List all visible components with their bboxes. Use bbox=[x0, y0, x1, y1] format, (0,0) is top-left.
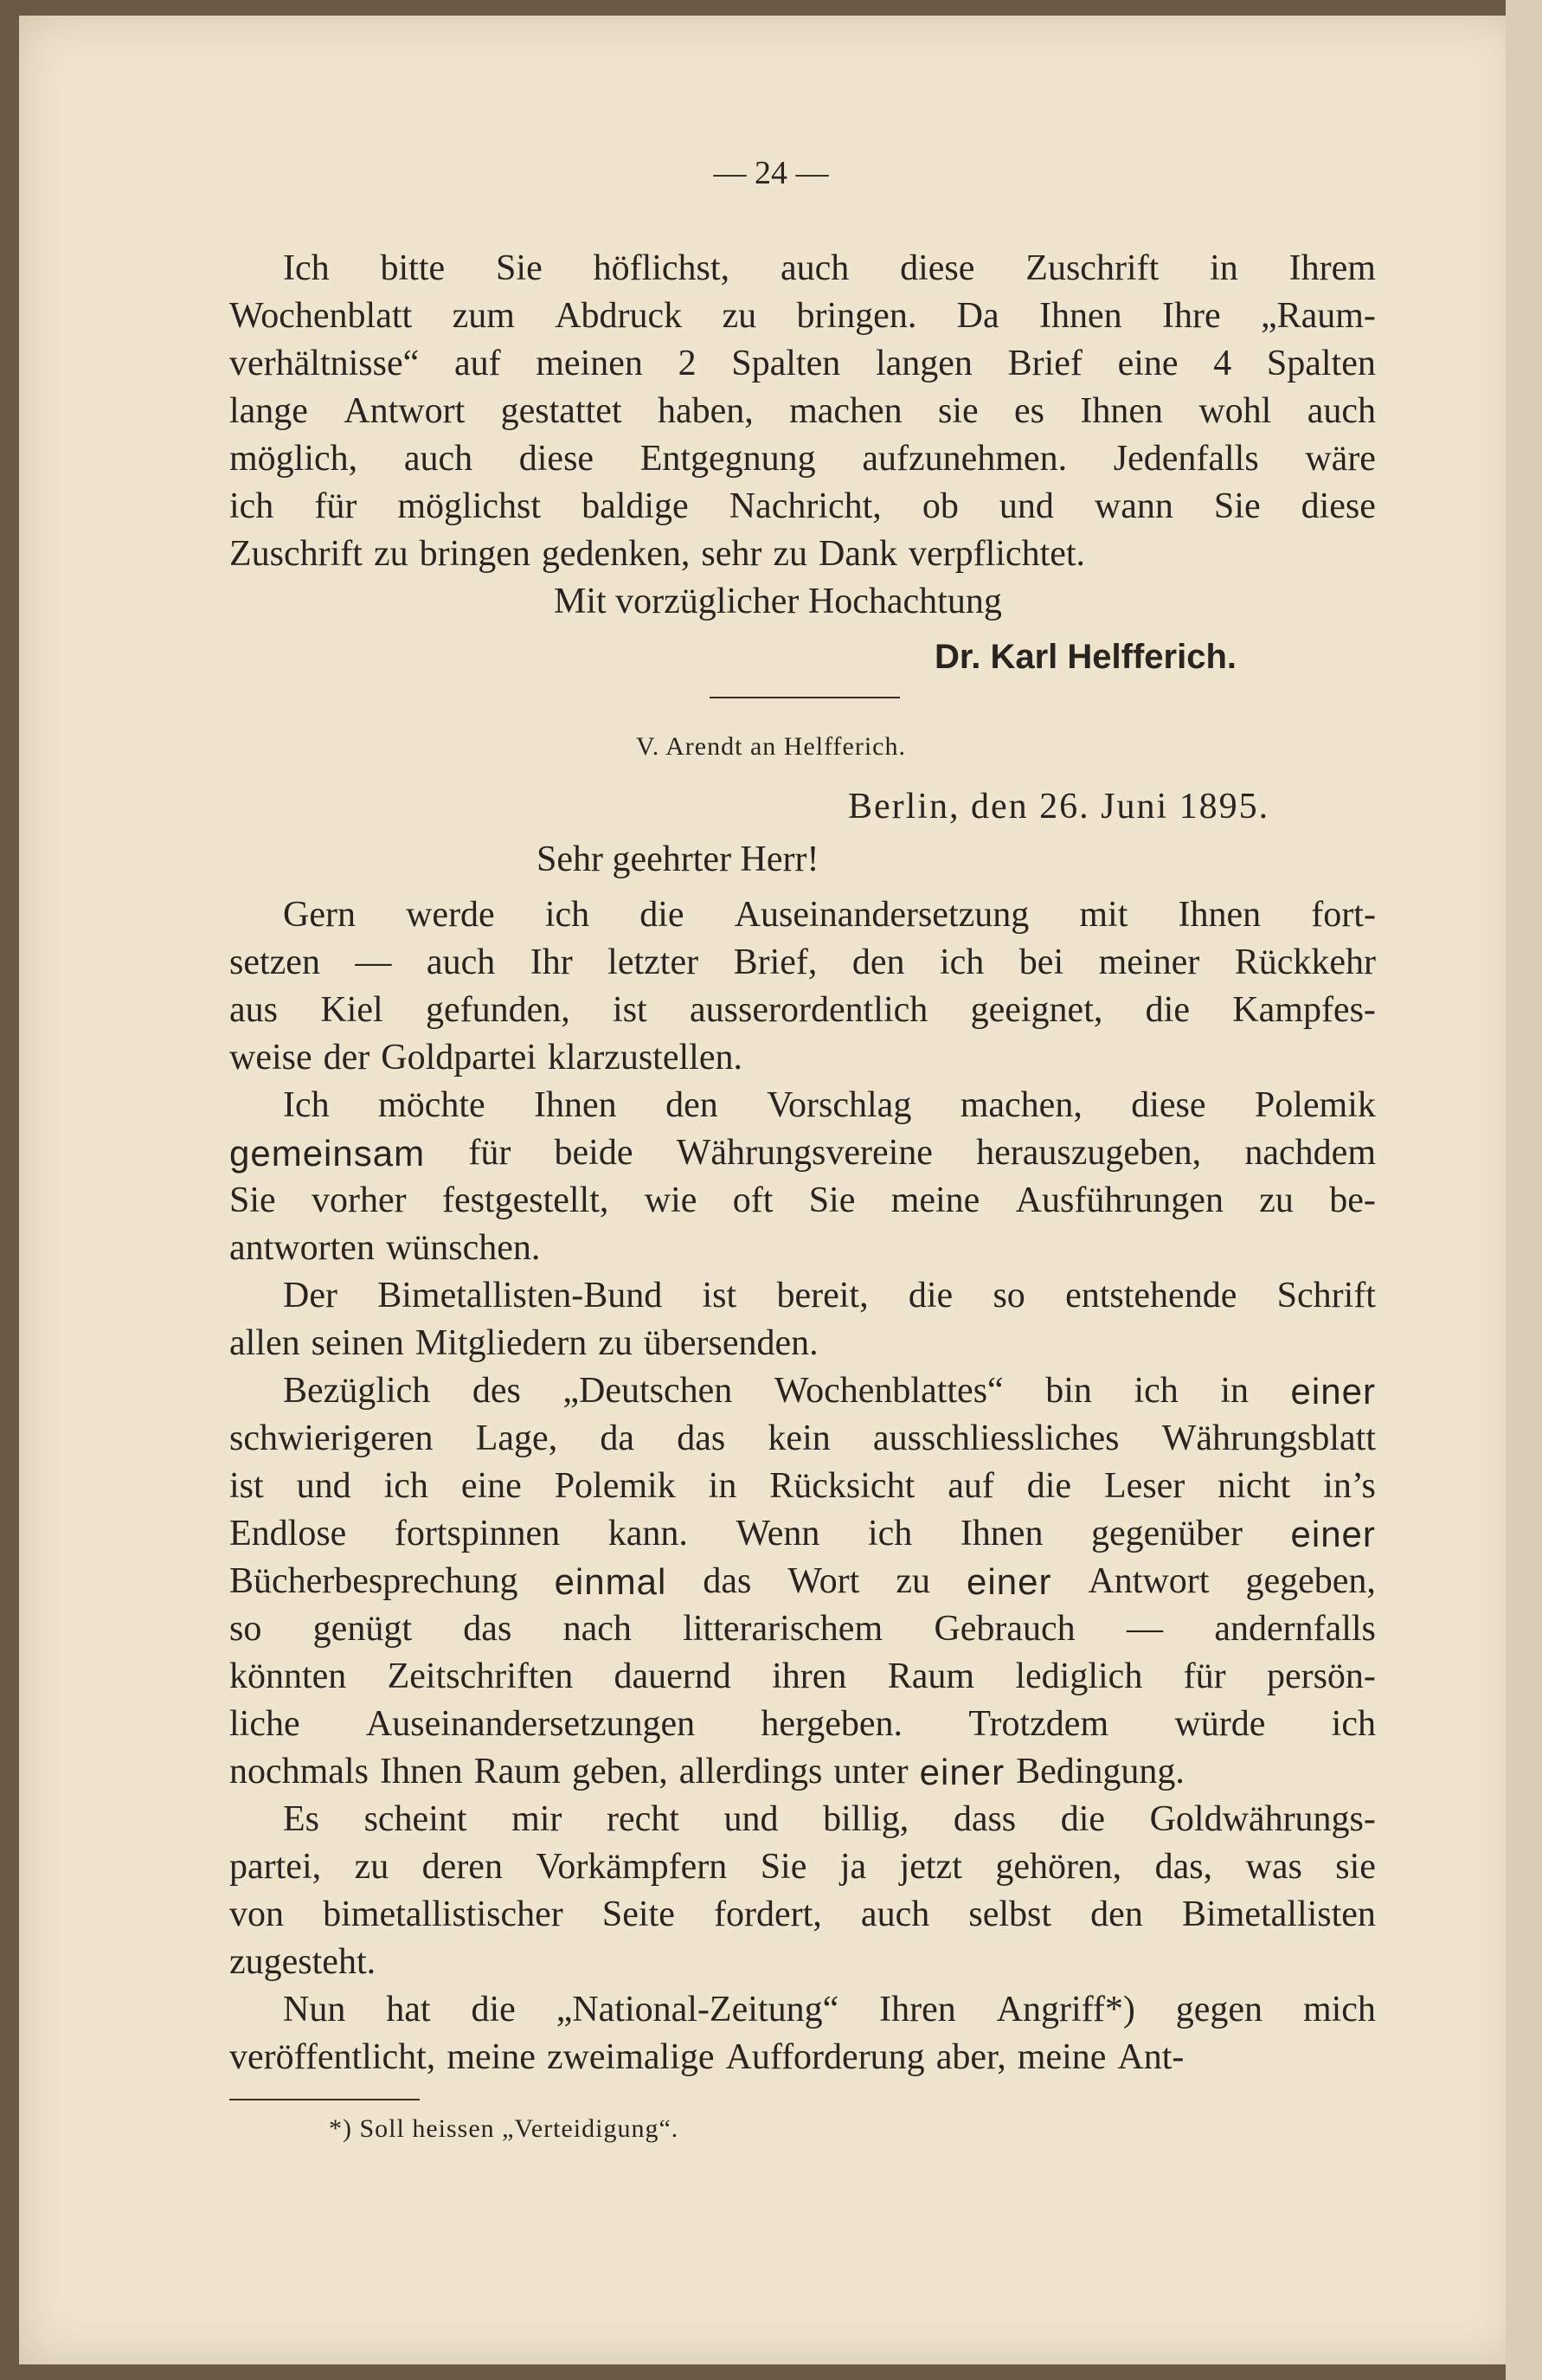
word: Antwort bbox=[1088, 1561, 1210, 1601]
section-heading: V. Arendt an Helfferich. bbox=[636, 732, 906, 761]
word: sie bbox=[938, 391, 979, 431]
word: Raum bbox=[887, 1656, 975, 1696]
word: litterarischem bbox=[683, 1609, 883, 1649]
text-line bbox=[229, 891, 1376, 939]
word: Antwort bbox=[344, 391, 466, 431]
word: bimetallistischer bbox=[323, 1894, 563, 1934]
word: gegen bbox=[1175, 1990, 1263, 2029]
word: aber, bbox=[935, 2037, 1006, 2077]
word: Lage, bbox=[475, 1418, 558, 1458]
word: wann bbox=[1094, 486, 1173, 526]
word: Leser bbox=[1104, 1466, 1185, 1506]
page-number: — 24 — bbox=[713, 155, 829, 191]
text-line bbox=[229, 293, 1376, 340]
dateline: Berlin, den 26. Juni 1895. bbox=[848, 787, 1270, 827]
word: Ant- bbox=[1117, 2037, 1185, 2077]
word: Sie bbox=[808, 1180, 856, 1220]
word: wie bbox=[644, 1180, 697, 1220]
footnote-rule bbox=[229, 2099, 420, 2100]
word: ich bbox=[867, 1514, 913, 1553]
word: die bbox=[1026, 1466, 1072, 1506]
word: wünschen. bbox=[385, 1228, 541, 1268]
word: sehr bbox=[701, 534, 762, 574]
word: „Deutschen bbox=[562, 1371, 733, 1411]
word: ist bbox=[702, 1276, 737, 1315]
word: mit bbox=[1079, 895, 1128, 935]
word: deren bbox=[421, 1847, 503, 1887]
word: machen, bbox=[960, 1085, 1083, 1125]
text-line bbox=[229, 531, 1376, 578]
word: Aufforderung bbox=[725, 2037, 925, 2077]
word: Wenn bbox=[736, 1514, 820, 1553]
word: in bbox=[708, 1466, 737, 1506]
word: Ihrem bbox=[1288, 248, 1376, 288]
word: zu bbox=[896, 1561, 930, 1601]
word: fordert, bbox=[714, 1894, 822, 1934]
word: möchte bbox=[378, 1085, 485, 1125]
word: nach bbox=[562, 1609, 632, 1649]
word: zu bbox=[354, 1847, 389, 1887]
word: Bedingung. bbox=[1016, 1752, 1185, 1791]
word: meine bbox=[890, 1180, 980, 1220]
word: auf bbox=[948, 1466, 994, 1506]
word: Sie bbox=[1213, 486, 1261, 526]
word: meinen bbox=[536, 344, 643, 383]
word: Zuschrift bbox=[1025, 248, 1160, 288]
text-line bbox=[229, 987, 1376, 1034]
closing: Mit vorzüglicher Hochachtung bbox=[554, 582, 1002, 621]
word: „Raum- bbox=[1260, 296, 1376, 336]
text-line bbox=[229, 340, 1376, 388]
word: Bücherbesprechung bbox=[229, 1561, 518, 1601]
word: für bbox=[314, 486, 357, 526]
word: zu bbox=[1259, 1180, 1294, 1220]
word: mich bbox=[1302, 1990, 1376, 2029]
word: Ihnen bbox=[1080, 391, 1163, 431]
word: Goldwährungs- bbox=[1149, 1799, 1376, 1839]
word: höflichst, bbox=[593, 248, 730, 288]
salutation: Sehr geehrter Herr! bbox=[536, 839, 819, 879]
word: einmal bbox=[554, 1561, 667, 1602]
word: Rückkehr bbox=[1234, 942, 1376, 982]
text-line bbox=[229, 1177, 1376, 1225]
word: aus bbox=[229, 990, 278, 1030]
text-line bbox=[229, 1891, 1376, 1939]
word: diese bbox=[1131, 1085, 1206, 1125]
word: Da bbox=[956, 296, 999, 336]
word: diese bbox=[1301, 486, 1376, 526]
word: ob bbox=[922, 486, 959, 526]
text-line bbox=[229, 1463, 1376, 1510]
word: des bbox=[472, 1371, 521, 1411]
footnote: *) Soll heissen „Verteidigung“. bbox=[329, 2114, 679, 2143]
text-line bbox=[229, 1082, 1376, 1129]
word: zum bbox=[452, 296, 515, 336]
text-line bbox=[229, 1796, 1376, 1843]
word: fortspinnen bbox=[394, 1514, 561, 1553]
word: lediglich bbox=[1015, 1656, 1143, 1696]
word: Schrift bbox=[1276, 1276, 1376, 1315]
word: das bbox=[677, 1418, 726, 1458]
paragraph-1 bbox=[229, 245, 1376, 578]
word: Ihnen bbox=[379, 1752, 463, 1791]
word: Ihren bbox=[879, 1990, 956, 2029]
word: ich bbox=[229, 486, 274, 526]
word: partei, bbox=[229, 1847, 322, 1887]
word: veröffentlicht, bbox=[229, 2037, 436, 2077]
word: Trotzdem bbox=[968, 1704, 1109, 1744]
word: zu bbox=[773, 534, 807, 574]
word: das bbox=[463, 1609, 512, 1649]
word: zugesteht. bbox=[229, 1942, 376, 1982]
word: antworten bbox=[229, 1228, 375, 1268]
word: Bezüglich bbox=[283, 1371, 431, 1411]
word: der bbox=[323, 1038, 370, 1077]
word: Der bbox=[283, 1276, 337, 1315]
word: auch bbox=[426, 942, 496, 982]
word: gefunden, bbox=[425, 990, 570, 1030]
word: kann. bbox=[607, 1514, 688, 1553]
word: eine bbox=[460, 1466, 522, 1506]
word: würde bbox=[1174, 1704, 1266, 1744]
word: vorher bbox=[312, 1180, 407, 1220]
word: verhältnisse“ bbox=[229, 344, 420, 383]
word: für bbox=[468, 1133, 511, 1173]
word: Ich bbox=[283, 1085, 330, 1125]
word: möglich, bbox=[229, 439, 358, 479]
word: oft bbox=[732, 1180, 774, 1220]
text-line bbox=[229, 1558, 1376, 1605]
word: ausschliessliches bbox=[872, 1418, 1120, 1458]
word: klarzustellen. bbox=[547, 1038, 742, 1077]
word: Gern bbox=[283, 895, 356, 935]
word: andernfalls bbox=[1214, 1609, 1376, 1649]
word: zu bbox=[722, 296, 757, 336]
word: so bbox=[993, 1276, 1025, 1315]
word: ich bbox=[1134, 1371, 1179, 1411]
word: in bbox=[1210, 248, 1238, 288]
word: gegeben, bbox=[1245, 1561, 1376, 1601]
word: Ihnen bbox=[1039, 296, 1122, 336]
text-line bbox=[229, 1415, 1376, 1463]
word: Sie bbox=[229, 1180, 276, 1220]
word: Zeitschriften bbox=[387, 1656, 574, 1696]
word: hergeben. bbox=[761, 1704, 903, 1744]
word: allerdings bbox=[678, 1752, 823, 1791]
word: — bbox=[355, 942, 392, 982]
word: lange bbox=[229, 391, 308, 431]
word: haben, bbox=[657, 391, 754, 431]
word: den bbox=[665, 1085, 718, 1125]
text-line bbox=[229, 1605, 1376, 1653]
word: ist bbox=[613, 990, 647, 1030]
word: 2 bbox=[678, 344, 697, 383]
word: verpflichtet. bbox=[908, 534, 1086, 574]
word: kein bbox=[768, 1418, 831, 1458]
word: Endlose bbox=[229, 1514, 347, 1553]
word: Vorschlag bbox=[767, 1085, 912, 1125]
word: geben, bbox=[571, 1752, 668, 1791]
word: Jedenfalls bbox=[1113, 439, 1259, 479]
word: scheint bbox=[363, 1799, 467, 1839]
word: nochmals bbox=[229, 1752, 369, 1791]
word: diese bbox=[518, 439, 594, 479]
word: den bbox=[1090, 1894, 1143, 1934]
word: ja bbox=[839, 1847, 867, 1887]
word: und bbox=[723, 1799, 779, 1839]
word: Zuschrift bbox=[229, 534, 363, 574]
word: möglichst bbox=[397, 486, 542, 526]
word: nicht bbox=[1218, 1466, 1291, 1506]
word: die bbox=[1145, 990, 1190, 1030]
text-line bbox=[229, 1225, 1376, 1272]
word: Nun bbox=[283, 1990, 346, 2029]
word: Brief, bbox=[733, 942, 818, 982]
word: Wochenblatt bbox=[229, 296, 413, 336]
word: „National-Zeitung“ bbox=[556, 1990, 839, 2029]
word: auch bbox=[1307, 391, 1376, 431]
word: Wort bbox=[787, 1561, 860, 1601]
word: werde bbox=[406, 895, 495, 935]
word: gestattet bbox=[500, 391, 622, 431]
text-line bbox=[229, 1367, 1376, 1415]
word: Gebrauch bbox=[934, 1609, 1076, 1649]
word: Rücksicht bbox=[769, 1466, 916, 1506]
word: baldige bbox=[581, 486, 689, 526]
word: wäre bbox=[1305, 439, 1376, 479]
word: Währungsblatt bbox=[1161, 1418, 1376, 1458]
word: Ausführungen bbox=[1015, 1180, 1224, 1220]
word: mir bbox=[511, 1799, 562, 1839]
word: auch bbox=[860, 1894, 930, 1934]
word: hat bbox=[386, 1990, 431, 2029]
word: was bbox=[1245, 1847, 1302, 1887]
word: zu bbox=[598, 1323, 633, 1363]
word: Brief bbox=[1007, 344, 1083, 383]
word: meiner bbox=[1098, 942, 1200, 982]
word: Auseinandersetzung bbox=[734, 895, 1030, 935]
word: übersenden. bbox=[643, 1323, 819, 1363]
word: dauernd bbox=[614, 1656, 731, 1696]
word: allen bbox=[229, 1323, 300, 1363]
word: Währungsvereine bbox=[676, 1133, 933, 1173]
word: Ihnen bbox=[960, 1514, 1044, 1553]
word: gedenken, bbox=[541, 534, 691, 574]
word: Raum bbox=[473, 1752, 561, 1791]
word: Wochenblattes“ bbox=[774, 1371, 1004, 1411]
letter-body bbox=[229, 891, 1376, 2081]
page-edge bbox=[1506, 0, 1542, 2380]
word: Kampfes- bbox=[1232, 990, 1376, 1030]
word: genügt bbox=[312, 1609, 412, 1649]
word: machen bbox=[789, 391, 903, 431]
word: auf bbox=[453, 344, 501, 383]
word: Bimetallisten-Bund bbox=[377, 1276, 663, 1315]
text-line bbox=[229, 1510, 1376, 1558]
word: das, bbox=[1154, 1847, 1213, 1887]
word: Nachricht, bbox=[729, 486, 882, 526]
text-line bbox=[229, 1748, 1376, 1796]
word: Ihnen bbox=[534, 1085, 617, 1125]
word: bringen. bbox=[796, 296, 917, 336]
word: Es bbox=[283, 1799, 319, 1839]
word: schwierigeren bbox=[229, 1418, 434, 1458]
word: — bbox=[1127, 1609, 1163, 1649]
word: langen bbox=[875, 344, 973, 383]
word: unter bbox=[833, 1752, 909, 1791]
word: bei bbox=[1018, 942, 1064, 982]
word: bringen bbox=[419, 534, 530, 574]
word: bitte bbox=[380, 248, 446, 288]
word: auch bbox=[403, 439, 473, 479]
word: einer bbox=[1290, 1514, 1376, 1554]
word: seinen bbox=[311, 1323, 404, 1363]
word: und bbox=[999, 486, 1054, 526]
word: Spalten bbox=[1266, 344, 1376, 383]
word: Abdruck bbox=[555, 296, 683, 336]
text-line bbox=[229, 1843, 1376, 1891]
word: persön- bbox=[1266, 1656, 1376, 1696]
word: ich bbox=[383, 1466, 428, 1506]
word: selbst bbox=[968, 1894, 1052, 1934]
text-line bbox=[229, 1129, 1376, 1177]
word: ist bbox=[229, 1466, 264, 1506]
word: Dank bbox=[818, 534, 897, 574]
word: gehören, bbox=[995, 1847, 1122, 1887]
word: die bbox=[908, 1276, 954, 1315]
word: den bbox=[851, 942, 905, 982]
text-line bbox=[229, 1653, 1376, 1701]
word: aufzunehmen. bbox=[862, 439, 1068, 479]
word: bereit, bbox=[776, 1276, 869, 1315]
word: Seite bbox=[601, 1894, 675, 1934]
word: Sie bbox=[760, 1847, 807, 1887]
word: meine bbox=[1017, 2037, 1107, 2077]
word: könnten bbox=[229, 1656, 347, 1696]
word: in’s bbox=[1323, 1466, 1376, 1506]
word: beide bbox=[554, 1133, 633, 1173]
word: Polemik bbox=[1254, 1085, 1376, 1125]
word: letzter bbox=[607, 942, 699, 982]
word: von bbox=[229, 1894, 284, 1934]
word: Angriff*) bbox=[996, 1990, 1135, 2029]
word: das bbox=[703, 1561, 752, 1601]
text-line bbox=[229, 939, 1376, 987]
word: Kiel bbox=[320, 990, 383, 1030]
text-line bbox=[229, 1034, 1376, 1082]
word: Polemik bbox=[554, 1466, 676, 1506]
text-line bbox=[229, 1272, 1376, 1320]
word: entstehende bbox=[1065, 1276, 1237, 1315]
word: dass bbox=[953, 1799, 1017, 1839]
word: wohl bbox=[1198, 391, 1272, 431]
word: Auseinandersetzungen bbox=[365, 1704, 696, 1744]
word: 4 bbox=[1213, 344, 1232, 383]
word: jetzt bbox=[899, 1847, 962, 1887]
word: einer bbox=[919, 1752, 1006, 1792]
word: und bbox=[296, 1466, 351, 1506]
text-line bbox=[229, 245, 1376, 293]
word: Goldpartei bbox=[381, 1038, 536, 1077]
text-line bbox=[229, 1939, 1376, 1986]
word: in bbox=[1220, 1371, 1249, 1411]
word: Vorkämpfern bbox=[536, 1847, 728, 1887]
word: festgestellt, bbox=[441, 1180, 609, 1220]
word: es bbox=[1014, 391, 1045, 431]
word: Bimetallisten bbox=[1181, 1894, 1376, 1934]
word: Ich bbox=[283, 248, 330, 288]
word: Ihnen bbox=[1178, 895, 1262, 935]
text-line bbox=[229, 435, 1376, 483]
word: Ihre bbox=[1161, 296, 1221, 336]
text-line bbox=[229, 388, 1376, 435]
word: ich bbox=[940, 942, 985, 982]
word: die bbox=[639, 895, 684, 935]
word: geeignet, bbox=[970, 990, 1103, 1030]
word: auch bbox=[780, 248, 850, 288]
word: ich bbox=[544, 895, 590, 935]
word: setzen bbox=[229, 942, 320, 982]
word: Mitgliedern bbox=[414, 1323, 588, 1363]
divider-rule bbox=[710, 697, 900, 698]
word: Spalten bbox=[731, 344, 841, 383]
word: recht bbox=[606, 1799, 679, 1839]
word: die bbox=[471, 1990, 516, 2029]
signature: Dr. Karl Helfferich. bbox=[935, 638, 1237, 676]
word: be- bbox=[1329, 1180, 1376, 1220]
word: weise bbox=[229, 1038, 312, 1077]
word: Sie bbox=[496, 248, 543, 288]
word: ich bbox=[1331, 1704, 1376, 1744]
word: liche bbox=[229, 1704, 300, 1744]
word: gegenüber bbox=[1091, 1514, 1243, 1553]
word: da bbox=[600, 1418, 635, 1458]
word: so bbox=[229, 1609, 262, 1649]
word: zweimalige bbox=[546, 2037, 715, 2077]
word: sie bbox=[1335, 1847, 1376, 1887]
word: einer bbox=[967, 1561, 1052, 1602]
word: zu bbox=[373, 534, 408, 574]
word: für bbox=[1183, 1656, 1226, 1696]
text-line bbox=[229, 1320, 1376, 1367]
text-line bbox=[229, 1701, 1376, 1748]
word: meine bbox=[447, 2037, 536, 2077]
text-line bbox=[229, 483, 1376, 531]
word: herauszugeben, bbox=[976, 1133, 1202, 1173]
word: ihren bbox=[772, 1656, 847, 1696]
word: billig, bbox=[823, 1799, 909, 1839]
word: die bbox=[1060, 1799, 1106, 1839]
word: bin bbox=[1045, 1371, 1092, 1411]
word: Entgegnung bbox=[639, 439, 816, 479]
word: Ihr bbox=[530, 942, 573, 982]
word: eine bbox=[1117, 344, 1179, 383]
text-line bbox=[229, 1986, 1376, 2034]
word: ausserordentlich bbox=[690, 990, 928, 1030]
text-line bbox=[229, 2034, 1376, 2081]
word: fort- bbox=[1311, 895, 1376, 935]
word: gemeinsam bbox=[229, 1133, 426, 1174]
word: einer bbox=[1290, 1371, 1376, 1412]
word: nachdem bbox=[1244, 1133, 1376, 1173]
word: diese bbox=[900, 248, 975, 288]
